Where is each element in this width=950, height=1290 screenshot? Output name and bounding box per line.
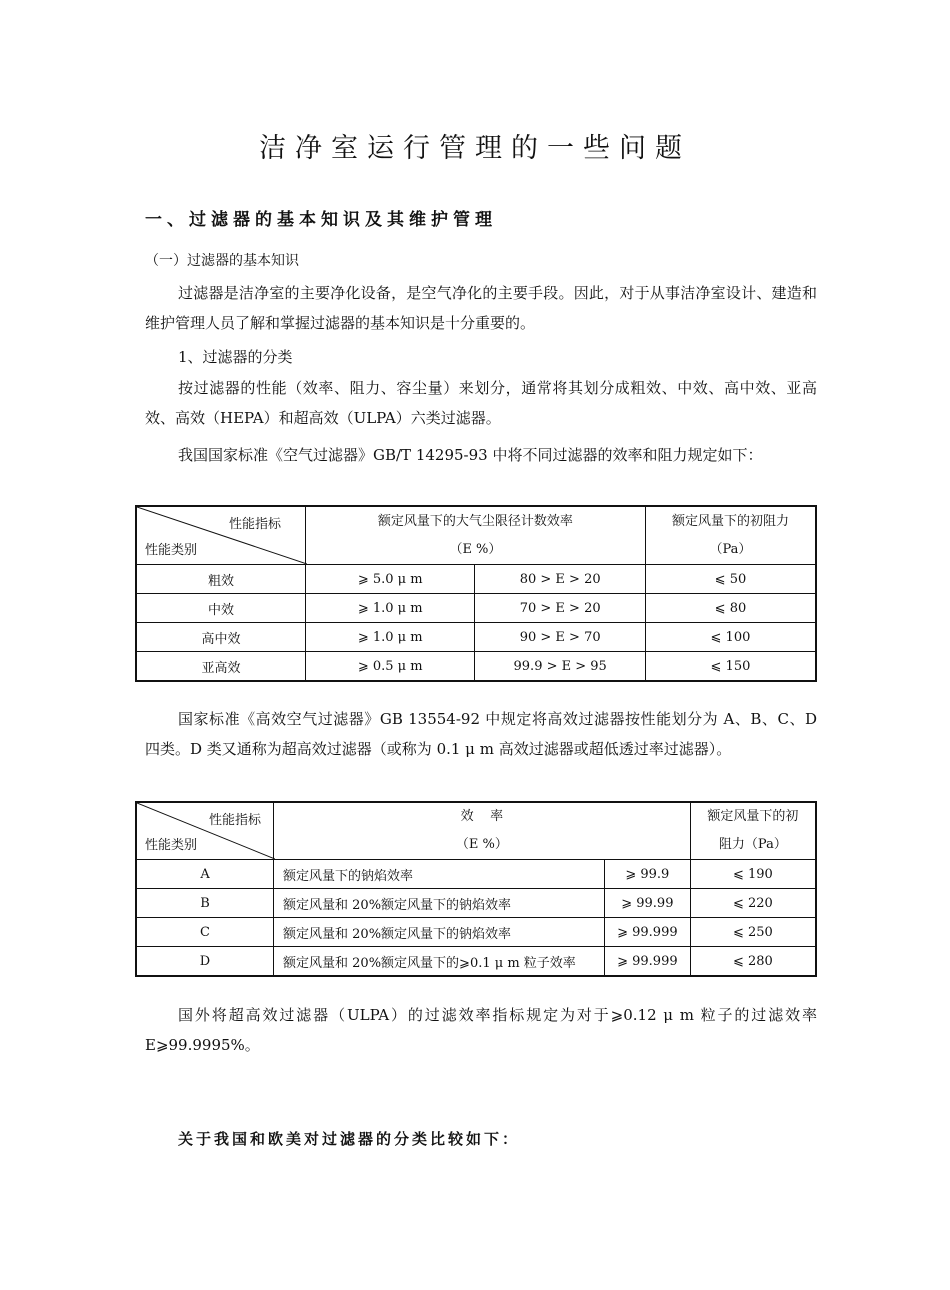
corner-label-top: 性能指标 [209,813,262,828]
cell-efficiency: 80 > E > 20 [475,565,646,594]
table-corner-cell [136,506,305,565]
header-line: 额定风量下的初阻力 [671,513,789,529]
header-line: 效 率 [460,809,504,824]
column-header-efficiency [274,802,691,860]
cell-category: 中效 [136,594,305,623]
cell-particle-size: ⩾ 5.0 μ m [305,565,474,594]
cell-efficiency: ⩾ 99.999 [604,918,690,947]
cell-description: 额定风量和 20%额定风量下的钠焰效率 [274,889,605,918]
header-line: 阻力（Pa） [718,837,787,852]
cell-efficiency: 99.9 > E > 95 [475,652,646,682]
table-header-row [136,802,816,860]
cell-category: 亚高效 [136,652,305,682]
corner-label-bottom: 性能类别 [145,543,198,558]
cell-efficiency: 90 > E > 70 [475,623,646,652]
item-heading: 1、过滤器的分类 [178,348,293,366]
cell-category: 高中效 [136,623,305,652]
table-header-row [136,506,816,565]
cell-resistance: ⩽ 280 [690,947,816,977]
paragraph-intro: 过滤器是洁净室的主要净化设备，是空气净化的主要手段。因此，对于从事洁净室设计、建造和维护管理人员了解和掌握过滤器的基本知识是十分重要的。 [145,284,817,332]
page-title: 洁净室运行管理的一些问题 [259,133,691,164]
cell-resistance: ⩽ 80 [645,594,816,623]
filter-table-2 [135,801,817,977]
table-row [136,652,816,682]
table-corner-cell [136,802,274,860]
cell-category: B [136,889,274,918]
cell-description: 额定风量和 20%额定风量下的⩾0.1 μ m 粒子效率 [274,947,605,977]
cell-category: C [136,918,274,947]
cell-particle-size: ⩾ 0.5 μ m [305,652,474,682]
cell-resistance: ⩽ 100 [645,623,816,652]
cell-resistance: ⩽ 50 [645,565,816,594]
table-row [136,623,816,652]
header-line: （E %） [449,541,502,557]
cell-efficiency: 70 > E > 20 [475,594,646,623]
cell-resistance: ⩽ 150 [645,652,816,682]
column-header-resistance [645,506,816,565]
filter-table-1 [135,505,817,682]
cell-resistance: ⩽ 250 [690,918,816,947]
section-heading: 一、过滤器的基本知识及其维护管理 [145,210,497,230]
cell-description: 额定风量和 20%额定风量下的钠焰效率 [274,918,605,947]
cell-resistance: ⩽ 220 [690,889,816,918]
paragraph-hepa-standard: 国家标准《高效空气过滤器》GB 13554-92 中规定将高效过滤器按性能划分为 A、B、C、D 四类。D 类又通称为超高效过滤器（或称为 0.1 μ m 高效过滤器或超低透过率过滤器）。 [145,710,817,758]
column-header-resistance [690,802,816,860]
cell-category: A [136,860,274,889]
cell-category: 粗效 [136,565,305,594]
cell-efficiency: ⩾ 99.9 [604,860,690,889]
paragraph-standard: 我国国家标准《空气过滤器》GB/T 14295-93 中将不同过滤器的效率和阻力规定如下： [178,446,763,464]
header-line: （Pa） [709,541,752,557]
cell-description: 额定风量下的钠焰效率 [274,860,605,889]
cell-particle-size: ⩾ 1.0 μ m [305,623,474,652]
table-row [136,594,816,623]
cell-category: D [136,947,274,977]
header-line: （E %） [455,837,508,852]
header-line: 额定风量下的初 [707,809,799,824]
paragraph-comparison: 关于我国和欧美对过滤器的分类比较如下： [178,1130,521,1148]
corner-label-top: 性能指标 [228,517,281,532]
column-header-efficiency [305,506,645,565]
cell-particle-size: ⩾ 1.0 μ m [305,594,474,623]
paragraph-ulpa: 国外将超高效过滤器（ULPA）的过滤效率指标规定为对于⩾0.12 μ m 粒子的过滤效率 E⩾99.9995%。 [145,1006,817,1054]
table-row [136,947,816,977]
corner-label-bottom: 性能类别 [145,838,198,853]
paragraph-classification: 按过滤器的性能（效率、阻力、容尘量）来划分，通常将其划分成粗效、中效、高中效、亚高效、高效（HEPA）和超高效（ULPA）六类过滤器。 [145,379,817,427]
cell-efficiency: ⩾ 99.99 [604,889,690,918]
table-row [136,565,816,594]
cell-efficiency: ⩾ 99.999 [604,947,690,977]
subsection-heading: （一）过滤器的基本知识 [145,253,299,269]
header-line: 额定风量下的大气尘限径计数效率 [377,513,573,529]
table-row [136,889,816,918]
cell-resistance: ⩽ 190 [690,860,816,889]
table-row [136,918,816,947]
table-row [136,860,816,889]
